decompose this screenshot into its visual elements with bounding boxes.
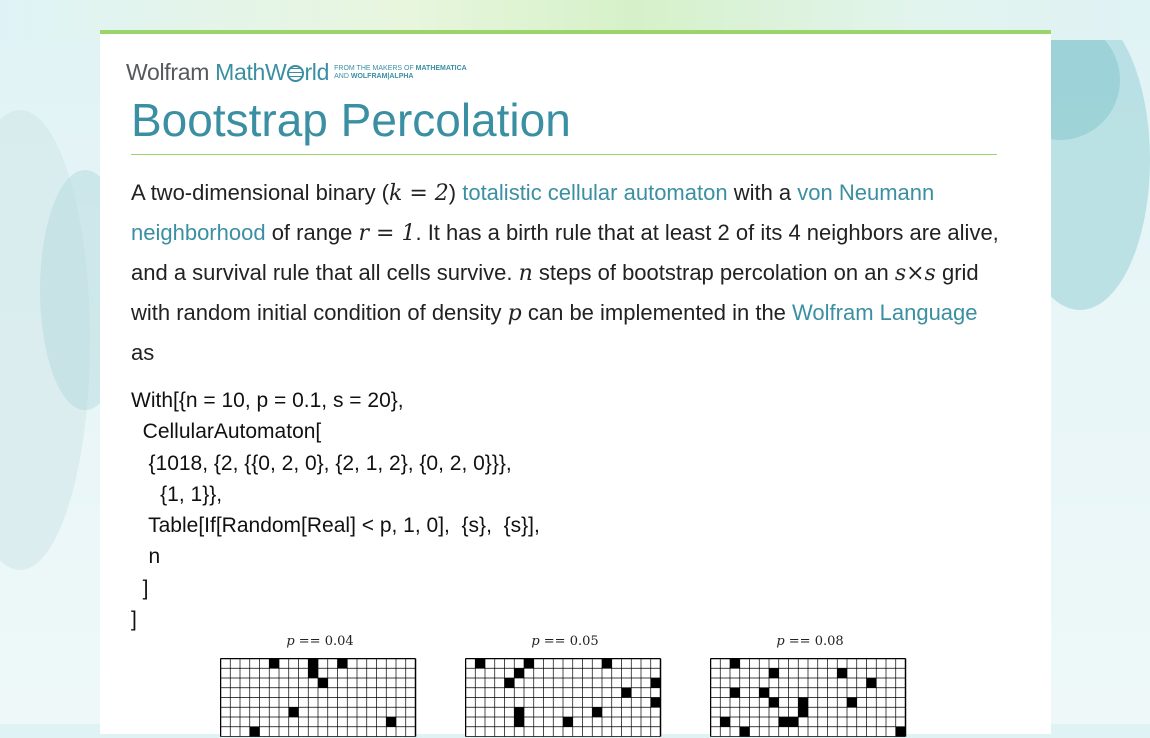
logo-math-text: MathW	[215, 59, 287, 85]
grid-cell-alive	[524, 659, 534, 669]
grid-cell-alive	[505, 678, 515, 688]
figure-label-op: ==	[294, 634, 325, 649]
math-r: r = 1	[358, 221, 416, 246]
grid-cell-alive	[514, 707, 524, 717]
math-n: n	[518, 261, 533, 286]
grid-cell-alive	[592, 707, 602, 717]
globe-icon	[287, 65, 304, 82]
figure-label	[465, 634, 665, 652]
grid-cell-alive	[602, 659, 612, 669]
text-segment: A two-dimensional binary (	[131, 180, 390, 205]
grid-cell-alive	[720, 717, 730, 727]
math-times: ×	[906, 261, 925, 286]
grid-cell-alive	[514, 717, 524, 727]
page-title: Bootstrap Percolation	[131, 94, 571, 146]
code-line: ]	[131, 608, 137, 632]
decorative-surface-left	[0, 40, 100, 724]
link-wolfram-language[interactable]: Wolfram Language	[792, 300, 978, 325]
logo-wolfram: Wolfram	[126, 59, 210, 85]
figure-p-005	[465, 634, 665, 652]
grid-cell-alive	[779, 717, 789, 727]
grid-cell-alive	[308, 668, 318, 678]
grid-cell-alive	[847, 698, 857, 708]
tagline-line-1	[334, 65, 467, 72]
figure-label-op: ==	[539, 634, 570, 649]
figure-label-var: p	[776, 634, 785, 649]
decorative-surface-right	[1050, 40, 1150, 724]
logo-rld-text: rld	[304, 59, 330, 85]
tagline-text-2: AND	[334, 73, 351, 80]
text-segment: with a	[727, 180, 798, 205]
link-von-neumann-neighborhood[interactable]: von Neumann neighborhood	[131, 180, 935, 245]
text-segment: . It has a birth rule that at least 2 of its 4 neighbors are alive, and a survival rule that all cells survive.	[131, 220, 999, 285]
grid-cell-alive	[318, 678, 328, 688]
grid-cell-alive	[798, 698, 808, 708]
grid-cell-alive	[730, 688, 740, 698]
math-k: k = 2	[389, 181, 449, 206]
article-card	[100, 30, 1051, 734]
decorative-math-right	[1050, 40, 1150, 724]
figure-label	[220, 634, 420, 652]
grid-cell-alive	[308, 659, 318, 669]
figure-label-value: 0.04	[324, 634, 354, 649]
grid-cell-alive	[563, 717, 573, 727]
grid-cell-alive	[269, 659, 279, 669]
grid-cell-alive	[798, 707, 808, 717]
grid-cell-alive	[867, 678, 877, 688]
code-line: CellularAutomaton[	[131, 420, 322, 444]
tagline-line-2	[334, 73, 413, 80]
grid-cell-alive	[386, 717, 396, 727]
article-paragraph	[131, 173, 1001, 372]
code-line: ]	[131, 576, 149, 600]
grid-cell-alive	[730, 659, 740, 669]
code-line: {1, 1}},	[131, 482, 223, 506]
tagline-bold-2: WOLFRAM|ALPHA	[350, 73, 414, 80]
grid-cell-alive	[896, 727, 906, 737]
percolation-grid	[220, 658, 420, 738]
figure-label-var: p	[286, 634, 295, 649]
grid-cell-alive	[250, 727, 260, 737]
title-divider	[131, 154, 997, 155]
text-segment: of range	[265, 220, 359, 245]
logo-tagline	[334, 65, 467, 84]
code-line: n	[131, 545, 161, 569]
math-s: s	[894, 261, 907, 286]
figure-label-value: 0.05	[569, 634, 599, 649]
grid-cell-alive	[759, 688, 769, 698]
figure-label-op: ==	[784, 634, 815, 649]
grid-cell-alive	[475, 659, 485, 669]
tagline-bold-1: MATHEMATICA	[415, 65, 467, 72]
code-block[interactable]	[131, 385, 540, 635]
percolation-grid	[710, 658, 910, 738]
grid-cell-alive	[789, 717, 799, 727]
site-logo[interactable]	[126, 60, 467, 84]
grid-cell-alive	[289, 707, 299, 717]
text-segment: as	[131, 340, 155, 365]
link-totalistic-cellular-automaton[interactable]: totalistic cellular automaton	[462, 180, 728, 205]
grid-cell-alive	[651, 698, 661, 708]
grid-cell-alive	[338, 659, 348, 669]
code-line: With[{n = 10, p = 0.1, s = 20},	[131, 389, 404, 412]
math-p: p	[507, 301, 522, 326]
figure-p-004	[220, 634, 420, 652]
text-segment: grid with random initial condition of density	[131, 260, 979, 325]
math-s: s	[924, 261, 936, 286]
figure-p-008	[710, 634, 910, 652]
tagline-text-1: FROM THE MAKERS OF	[334, 65, 416, 72]
text-segment: can be implemented in the	[521, 300, 793, 325]
text-segment: )	[448, 180, 463, 205]
logo-mathworld	[215, 60, 329, 84]
code-line: {1018, {2, {{0, 2, 0}, {2, 1, 2}, {0, 2, 0}}},	[131, 451, 512, 475]
grid-cell-alive	[622, 688, 632, 698]
grid-cell-alive	[651, 678, 661, 688]
grid-cell-alive	[740, 727, 750, 737]
grid-cell-alive	[769, 668, 779, 678]
percolation-grid	[465, 658, 665, 738]
grid-cell-alive	[514, 668, 524, 678]
code-line: Table[If[Random[Real] < p, 1, 0], {s}, {s}],	[131, 514, 540, 538]
grid-cell-alive	[837, 668, 847, 678]
decorative-math-left	[0, 40, 100, 724]
text-segment: steps of bootstrap percolation on an	[532, 260, 895, 285]
figure-label-value: 0.08	[814, 634, 844, 649]
figure-label-var: p	[531, 634, 540, 649]
grid-cell-alive	[769, 698, 779, 708]
figure-label	[710, 634, 910, 652]
